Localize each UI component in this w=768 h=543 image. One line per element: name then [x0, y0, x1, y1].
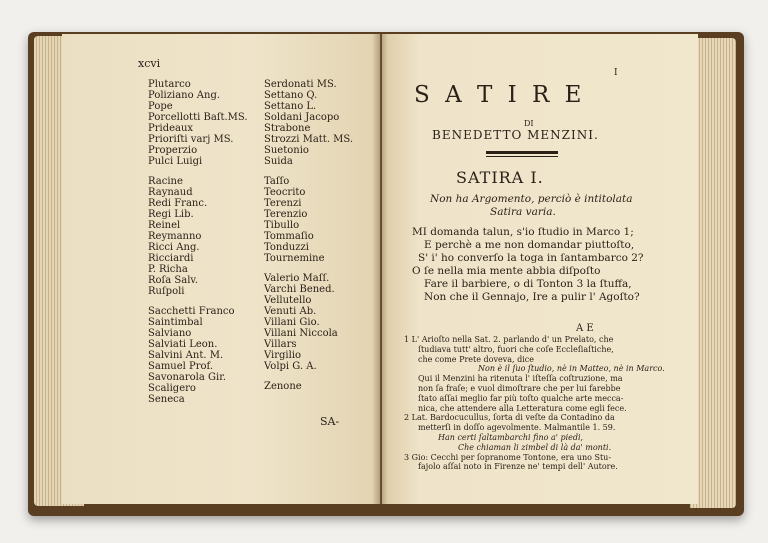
signature-mark: I — [614, 68, 618, 78]
index-entry: Teocrito — [264, 187, 306, 198]
index-entry: Regi Lib. — [148, 209, 194, 220]
footnote-line: ſtato aſſai meglio far più toſto qualche arte mecca- — [418, 393, 624, 403]
footnote-line: 2 Lat. Bardocucullus, ſorta di veſte da Contadino da — [404, 413, 615, 423]
verse-line: E perchè a me non domandar piuttoſto, — [424, 239, 635, 251]
index-entry: Terenzio — [264, 209, 308, 220]
index-entry: Samuel Prof. — [148, 361, 214, 372]
index-entry: Poliziano Ang. — [148, 90, 221, 101]
index-entry: Zenone — [264, 381, 302, 392]
footnote-line: che come Prete doveva, dice — [418, 354, 534, 364]
right-page — [382, 34, 698, 504]
index-entry — [148, 297, 248, 306]
index-entry: Redi Franc. — [148, 198, 208, 209]
index-entry: Salviati Leon. — [148, 339, 218, 350]
index-entry: Varchi Bened. — [264, 284, 335, 295]
footnote-line: fajolo aſſai noto in Firenze ne' tempi dell' Autore. — [418, 462, 618, 472]
index-entry: Serdonati MS. — [264, 79, 337, 90]
footnote-line: 3 Gio: Cecchi per ſopranome Tontone, era uno Stu- — [404, 452, 612, 462]
footnote-line: ſtudiava tutt' altro, fuori che coſe Eccleſiaſtiche, — [418, 344, 614, 354]
index-entry: Tibullo — [264, 220, 300, 231]
footnote-line: metterſi in doſſo agevolmente. Malmantile 1. 59. — [418, 423, 616, 433]
index-entry: Valerio Maſſ. — [264, 273, 330, 284]
title-di: DI — [524, 119, 534, 128]
book-gutter — [372, 34, 388, 504]
page-number: xcvi — [138, 57, 161, 70]
index-entry: Tonduzzi — [264, 242, 309, 253]
page-catchword: A E — [576, 323, 594, 334]
index-entry: Ricciardi — [148, 253, 194, 264]
footnote-line: Non è il ſuo ſtudio, nè in Matteo, nè in Marco. — [478, 364, 665, 374]
index-entry: Virgilio — [264, 350, 302, 361]
index-entry: P. Richa — [148, 264, 188, 275]
book-title: S A T I R E — [414, 82, 586, 108]
index-entry: Vellutello — [264, 295, 312, 306]
index-entry: Pulci Luigi — [148, 156, 203, 167]
index-entry — [264, 264, 353, 273]
index-entry: Plutarco — [148, 79, 191, 90]
subtitle-line-1: Non ha Argomento, perciò è intitolata — [430, 193, 633, 205]
index-entry: Porcellotti Baſt.MS. — [148, 112, 248, 123]
index-column-2 — [264, 79, 353, 392]
index-entry: Tournemine — [264, 253, 325, 264]
index-entry: Reymanno — [148, 231, 202, 242]
index-entry: Racine — [148, 176, 183, 187]
index-entry: Seneca — [148, 394, 185, 405]
index-entry: Reinel — [148, 220, 181, 231]
index-entry: Ricci Ang. — [148, 242, 200, 253]
index-entry: Saintimbal — [148, 317, 203, 328]
index-entry: Terenzi — [264, 198, 302, 209]
index-entry: Savonarola Gir. — [148, 372, 227, 383]
index-entry: Pope — [148, 101, 173, 112]
index-entry — [264, 167, 353, 176]
index-entry: Villani Gio. — [264, 317, 320, 328]
index-entry: Tommaſio — [264, 231, 314, 242]
index-entry: Sacchetti Franco — [148, 306, 235, 317]
left-page — [62, 34, 380, 504]
index-entry: Villani Niccola — [264, 328, 338, 339]
index-entry: Scaligero — [148, 383, 196, 394]
footnote-line: nica, che attendere alla Letteratura come egli fece. — [418, 403, 627, 413]
index-entry: Salvini Ant. M. — [148, 350, 224, 361]
footnote-line: Che chiaman li zimbel di là da' monti. — [458, 442, 612, 452]
index-entry: Roſa Salv. — [148, 275, 199, 286]
satira-heading: SATIRA I. — [456, 168, 544, 187]
index-entry: Taſſo — [264, 176, 290, 187]
index-entry: Villars — [264, 339, 297, 350]
index-entry: Prioriſti varj MS. — [148, 134, 234, 145]
index-entry: Strabone — [264, 123, 311, 134]
index-column-1 — [148, 79, 248, 405]
title-rule-thin — [486, 156, 558, 157]
index-entry: Volpi G. A. — [264, 361, 317, 372]
verse-line: MI domanda talun, s'io ſtudio in Marco 1; — [412, 226, 634, 238]
index-entry: Soldani Jacopo — [264, 112, 340, 123]
catchword: SA- — [320, 415, 340, 428]
verse-line: O ſe nella mia mente abbia diſpoſto — [412, 265, 601, 277]
index-entry — [264, 372, 353, 381]
index-entry — [148, 167, 248, 176]
footnote-line: Qui il Menzini ha ritenuta l' iſteſſa coſtruzione, ma — [418, 374, 623, 384]
index-entry: Salviano — [148, 328, 192, 339]
footnote-line: non ſa fraſe; e vuol dimoſtrare che per lui farebbe — [418, 384, 621, 393]
footnote-line: 1 L' Arioſto nella Sat. 2. parlando d' un Prelato, che — [404, 335, 614, 344]
index-entry: Strozzi Matt. MS. — [264, 134, 354, 145]
title-rule — [486, 151, 558, 154]
verse-line: Fare il barbiere, o di Tonton 3 la ſtuffa, — [424, 278, 632, 290]
author-name: BENEDETTO MENZINI. — [432, 128, 599, 142]
footnote-line: Han certi ſaltambarchi fino a' piedi, — [438, 433, 584, 442]
index-entry: Settano Q. — [264, 90, 318, 101]
index-entry: Settano L. — [264, 101, 317, 112]
verse-line: S' i' ho converſo la toga in ſantambarco 2? — [418, 252, 644, 264]
index-entry: Prideaux — [148, 123, 194, 134]
index-entry: Venuti Ab. — [264, 306, 317, 317]
index-entry: Raynaud — [148, 187, 193, 198]
verse-line: Non che il Gennajo, Ire a pulir l' Agoſto? — [424, 291, 640, 303]
index-entry: Suetonio — [264, 145, 309, 156]
index-entry: Ruſpoli — [148, 286, 185, 297]
index-entry: Suida — [264, 156, 293, 167]
subtitle-line-2: Satira varia. — [490, 206, 556, 218]
index-entry: Properzio — [148, 145, 198, 156]
